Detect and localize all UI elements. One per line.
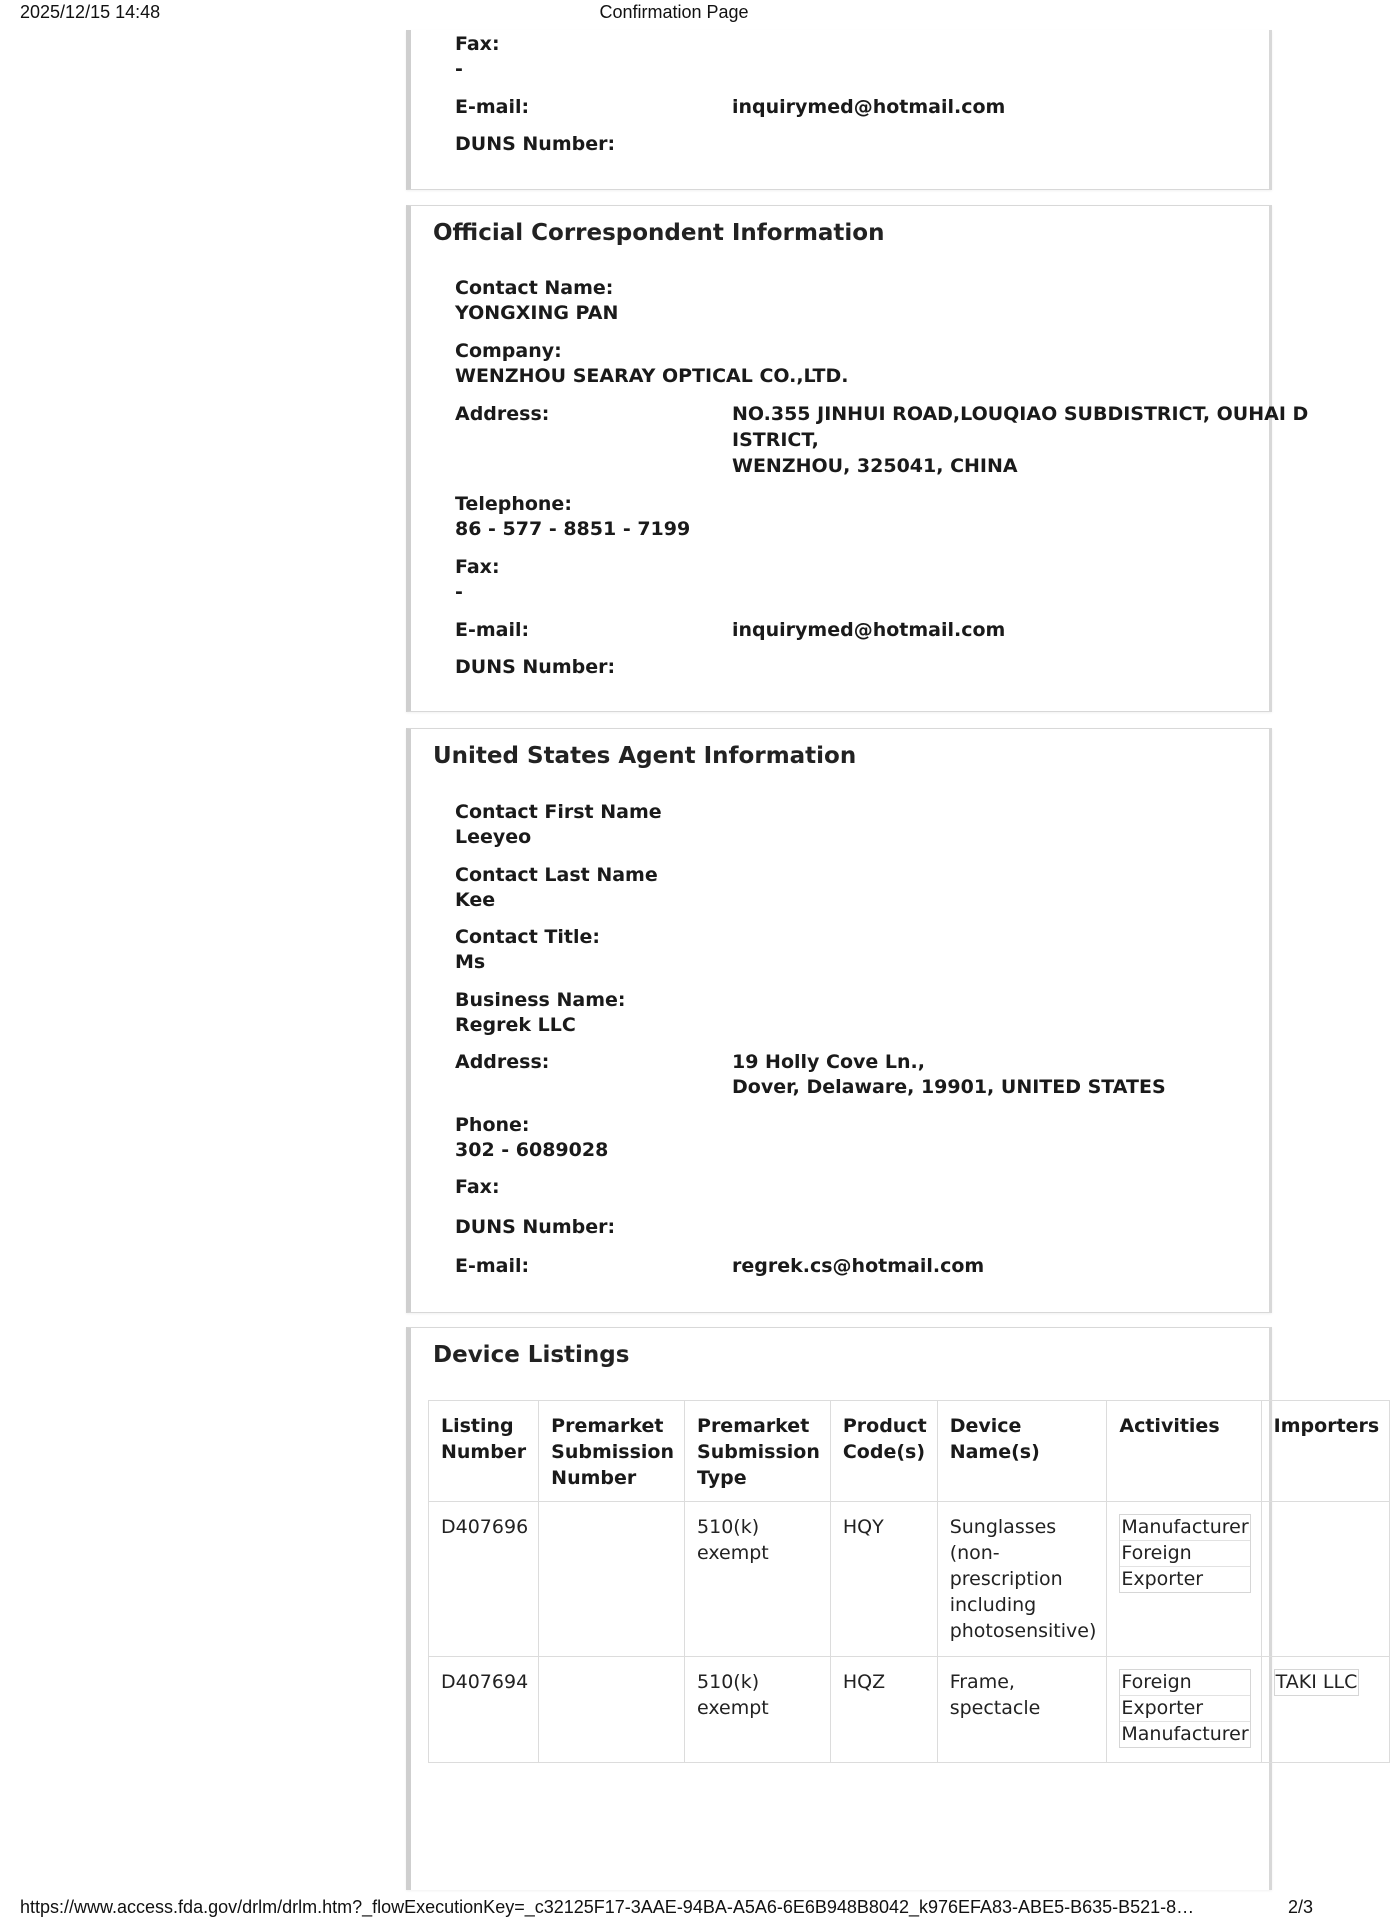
activities-cell — [1107, 1502, 1261, 1657]
fax-label: Fax: — [455, 556, 500, 578]
activity-item: Manufacturer — [1121, 1723, 1249, 1745]
submission-type-cell — [685, 1502, 831, 1657]
contact-title-label: Contact Title: — [455, 926, 600, 948]
email-value: regrek.cs@hotmail.com — [732, 1255, 985, 1277]
company-label: Company: — [455, 340, 562, 362]
address-label: Address: — [455, 1051, 550, 1073]
print-datetime: 2025/12/15 14:48 — [20, 2, 161, 22]
activity-item: Exporter — [1121, 1568, 1204, 1590]
address-line-1: 19 Holly Cove Ln., — [732, 1051, 925, 1073]
address-line-1: NO.355 JINHUI ROAD,LOUQIAO SUBDISTRICT, OUHAI D — [732, 403, 1309, 425]
company-value: WENZHOU SEARAY OPTICAL CO.,LTD. — [455, 365, 849, 387]
cell-line: prescription — [949, 1568, 1063, 1590]
cell-line: including — [949, 1594, 1037, 1616]
last-name-value: Kee — [455, 889, 496, 911]
col-importers — [1261, 1401, 1390, 1502]
header-text: Product — [842, 1415, 927, 1437]
cell-line: exempt — [697, 1542, 769, 1564]
cell-line: photosensitive) — [949, 1620, 1097, 1642]
col-listing-number — [429, 1401, 539, 1502]
header-text: Submission — [697, 1441, 820, 1463]
product-code-cell: HQZ — [830, 1657, 937, 1763]
col-device-names — [937, 1401, 1107, 1502]
product-code-cell: HQY — [830, 1502, 937, 1657]
importers-cell — [1261, 1657, 1390, 1763]
importers-list — [1274, 1669, 1360, 1696]
header-text: Submission — [551, 1441, 675, 1463]
col-premarket-submission-number — [539, 1401, 685, 1502]
contact-name-value: YONGXING PAN — [455, 302, 619, 324]
fax-value: - — [455, 58, 463, 80]
cell-line: Sunglasses — [949, 1516, 1057, 1538]
business-name-value: Regrek LLC — [455, 1014, 576, 1036]
activities-list — [1119, 1514, 1250, 1593]
fax-label: Fax: — [455, 33, 500, 55]
email-value: inquirymed@hotmail.com — [732, 619, 1006, 641]
table-header-row — [429, 1401, 1390, 1502]
header-text: Device — [949, 1415, 1022, 1437]
address-line-3: WENZHOU, 325041, CHINA — [732, 455, 1018, 477]
cell-line: Frame, — [949, 1671, 1015, 1693]
activity-item: Manufacturer — [1120, 1515, 1249, 1541]
fax-value: - — [455, 581, 463, 603]
device-listings-title: Device Listings — [433, 1342, 630, 1368]
listing-number-cell: D407694 — [429, 1657, 539, 1763]
first-name-value: Leeyeo — [455, 826, 532, 848]
header-text: Code(s) — [842, 1441, 926, 1463]
email-label: E-mail: — [455, 619, 530, 641]
us-agent-title: United States Agent Information — [433, 743, 857, 769]
address-label: Address: — [455, 403, 550, 425]
table-row — [429, 1502, 1390, 1657]
phone-label: Phone: — [455, 1114, 530, 1136]
business-name-label: Business Name: — [455, 989, 626, 1011]
contact-name-label: Contact Name: — [455, 277, 614, 299]
col-product-codes — [830, 1401, 937, 1502]
header-text: Listing — [441, 1415, 514, 1437]
print-page-title: Confirmation Page — [599, 2, 749, 22]
table-row — [429, 1657, 1390, 1763]
email-label: E-mail: — [455, 96, 530, 118]
header-text: Number — [551, 1467, 637, 1489]
duns-label: DUNS Number: — [455, 1216, 616, 1238]
duns-label: DUNS Number: — [455, 133, 616, 155]
telephone-label: Telephone: — [455, 493, 572, 515]
device-listings-table — [428, 1400, 1390, 1763]
header-text: Name(s) — [949, 1441, 1040, 1463]
address-line-2: Dover, Delaware, 19901, UNITED STATES — [732, 1076, 1166, 1098]
official-correspondent-panel — [406, 205, 1309, 712]
last-name-label: Contact Last Name — [455, 864, 658, 886]
cell-line: 510(k) — [697, 1516, 760, 1538]
header-text: Premarket — [697, 1415, 810, 1437]
device-name-cell — [937, 1657, 1107, 1763]
print-url: https://www.access.fda.gov/drlm/drlm.htm?_flowExecutionKey=_c32125F17-3AAE-94BA-A5A6-6E6B948B8042_k976EFA83-ABE5-B635-B521-8… — [20, 1897, 1195, 1917]
email-label: E-mail: — [455, 1255, 530, 1277]
header-text: Premarket — [551, 1415, 664, 1437]
header-text: Importers — [1273, 1415, 1380, 1437]
official-correspondent-title: Official Correspondent Information — [433, 220, 885, 246]
address-line-2: ISTRICT, — [732, 429, 819, 451]
submission-type-cell — [685, 1657, 831, 1763]
premarket-submission-number-cell — [539, 1657, 685, 1763]
cell-line: (non- — [949, 1542, 1000, 1564]
activity-item: Foreign — [1120, 1541, 1249, 1567]
premarket-submission-number-cell — [539, 1502, 685, 1657]
col-premarket-submission-type — [685, 1401, 831, 1502]
activities-cell — [1107, 1657, 1261, 1763]
activity-item: Exporter — [1120, 1696, 1249, 1722]
cell-line: 510(k) — [697, 1671, 760, 1693]
activity-item: Foreign — [1120, 1670, 1249, 1696]
print-page-number: 2/3 — [1288, 1897, 1314, 1917]
phone-value: 302 - 6089028 — [455, 1139, 609, 1161]
header-text: Number — [441, 1441, 527, 1463]
activities-list — [1119, 1669, 1250, 1748]
first-name-label: Contact First Name — [455, 801, 662, 823]
us-agent-panel — [406, 728, 1272, 1313]
previous-section-panel — [406, 30, 1272, 190]
email-value: inquirymed@hotmail.com — [732, 96, 1006, 118]
header-text: Activities — [1119, 1415, 1220, 1437]
telephone-value: 86 - 577 - 8851 - 7199 — [455, 518, 691, 540]
listing-number-cell: D407696 — [429, 1502, 539, 1657]
cell-line: spectacle — [949, 1697, 1041, 1719]
fax-label: Fax: — [455, 1176, 500, 1198]
contact-title-value: Ms — [455, 951, 486, 973]
device-name-cell — [937, 1502, 1107, 1657]
header-text: Type — [697, 1467, 747, 1489]
col-activities — [1107, 1401, 1261, 1502]
cell-line: exempt — [697, 1697, 769, 1719]
importers-cell — [1261, 1502, 1390, 1657]
duns-label: DUNS Number: — [455, 656, 616, 678]
importer-item: TAKI LLC — [1275, 1671, 1358, 1693]
